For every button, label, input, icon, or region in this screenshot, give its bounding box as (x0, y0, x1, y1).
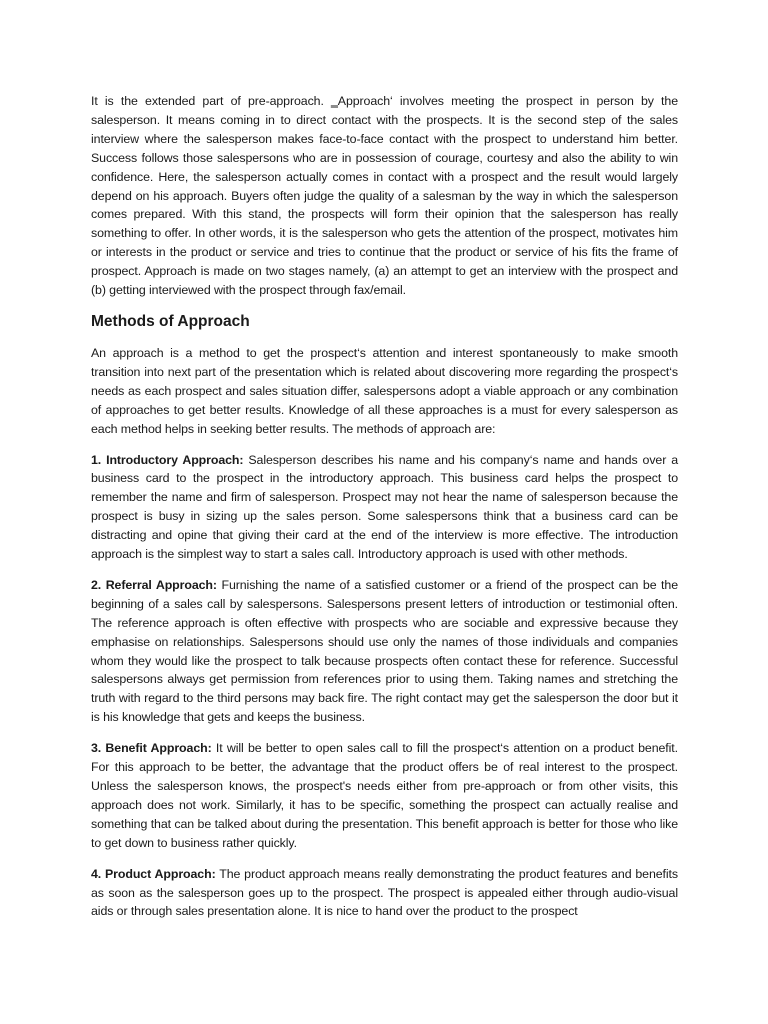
method-title: 3. Benefit Approach: (91, 741, 212, 756)
method-paragraph-referral (91, 576, 678, 727)
methods-intro-paragraph: An approach is a method to get the prospect‘s attention and interest spontaneously to make smooth transition into next part of the presentation which is related about discovering more regarding the prospect‘s needs as each prospect and sales situation differ, salespersons adopt a viable approach or any combination of approaches to get better results. Knowledge of all these approaches is a must for every salesperson as each method helps in seeking better results. The methods of approach are: (91, 345, 678, 436)
method-text: The product approach means really demonstrating the product features and benefits as soon as the salesperson goes up to the prospect. The prospect is appealed either through audio-visual aids or through sales presentation alone. It is nice to hand over the product to the prospect (91, 866, 678, 919)
method-paragraph-introductory (91, 451, 678, 564)
method-text: Furnishing the name of a satisfied customer or a friend of the prospect can be the beginning of a sales call by salespersons. Salespersons present letters of introduction or testimonial often. The reference approach is often effective with prospects who are sociable and expressive because they emphasise on relationships. Salespersons should use only the names of those individuals and companies whom they would like the prospect to talk because prospects often contact these for reference. Successful salespersons always get permission from references prior to using them. Taking names and stretching the truth with regard to the third persons may back fire. The right contact may get the salesperson the door but it is his knowledge that gets and keeps the business. (91, 577, 678, 725)
method-title: 4. Product Approach: (91, 866, 216, 881)
method-title: 1. Introductory Approach: (91, 452, 244, 467)
method-title: 2. Referral Approach: (91, 577, 217, 592)
method-paragraph-benefit (91, 739, 678, 852)
document-body (91, 92, 678, 933)
method-text: Salesperson describes his name and his company‘s name and hands over a business card to the prospect in the introductory approach. This business card helps the prospect to remember the name and firm of salesperson. Prospect may not hear the name of salesperson because the prospect is busy in sizing up the sales person. Some salespersons think that a business card can be distracting and opine that giving their card at the end of the interview is more effective. The introduction approach is the simplest way to start a sales call. Introductory approach is used with other methods. (91, 452, 678, 562)
method-paragraph-product (91, 865, 678, 922)
intro-paragraph: It is the extended part of pre-approach. ‗Approach‘ involves meeting the prospect in person by the salesperson. It means coming in to direct contact with the prospects. It is the second step of the sales interview where the salesperson makes face-to-face contact with the prospect to understand him better. Success follows those salespersons who are in possession of courage, courtesy and also the ability to win confidence. Here, the salesperson actually comes in contact with a prospect and the result would largely depend on his approach. Buyers often judge the quality of a salesman by the way in which the salesperson comes prepared. With this stand, the prospects will form their opinion that the salesperson has really something to offer. In other words, it is the salesperson who gets the attention of the prospect, motivates him or interests in the product or service and tries to continue that the product or service of his fits the frame of prospect. Approach is made on two stages namely, (a) an attempt to get an interview with the prospect and (b) getting interviewed with the prospect through fax/email. (91, 94, 678, 298)
method-text: It will be better to open sales call to fill the prospect‘s attention on a product benefit. For this approach to be better, the advantage that the product offers be of real interest to the prospect. Unless the salesperson knows, the prospect's needs either from pre-approach or from other visits, this approach does not work. Similarly, it has to be specific, something the prospect can actually realise and something that can be talked about during the presentation. This benefit approach is better for those who like to get down to business rather quickly. (91, 741, 678, 850)
section-heading: Methods of Approach (91, 312, 250, 330)
